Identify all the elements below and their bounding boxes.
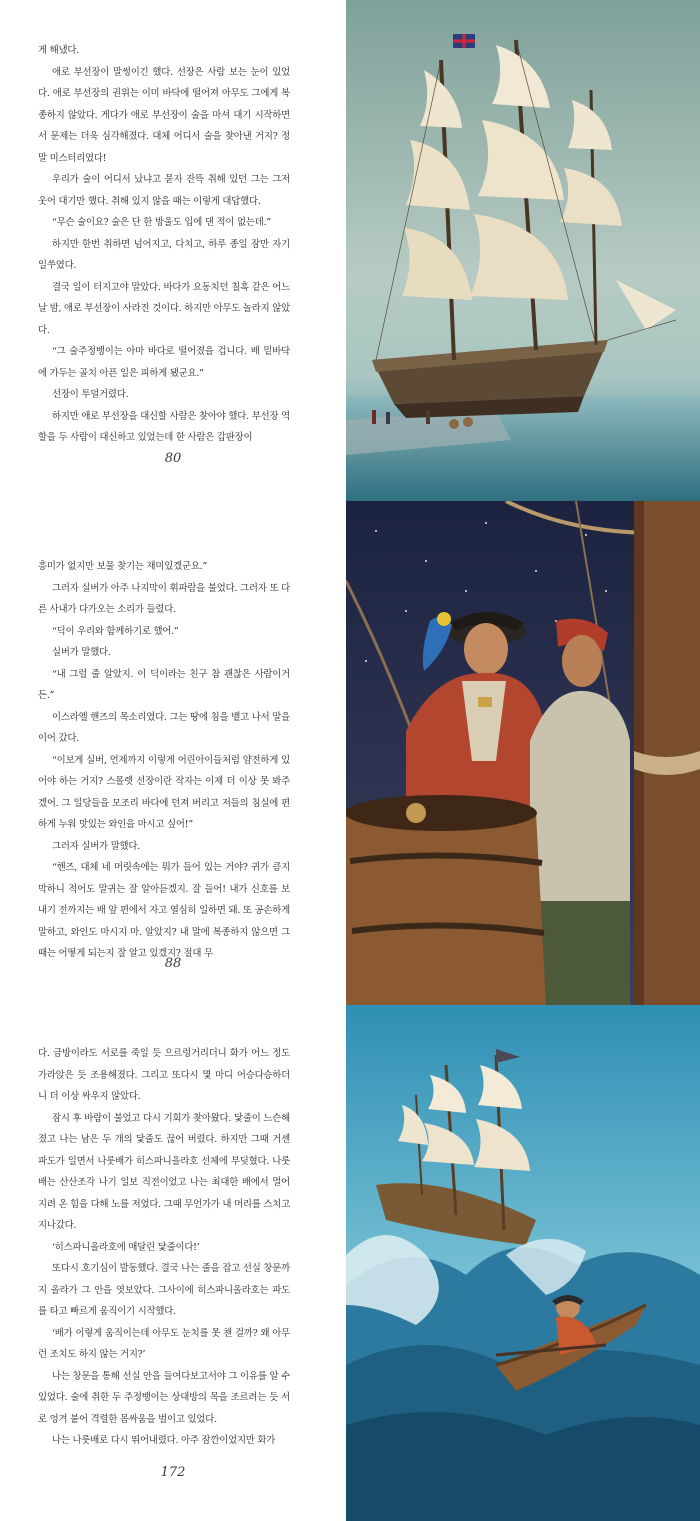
text-page-2 (0, 501, 346, 1005)
page-spread-2 (0, 501, 700, 1005)
paragraph: “그 술주정뱅이는 아마 바다로 떨어졌을 겁니다. 배 밑바닥에 가두는 골치 아픈 일은 피하게 됐군요.” (38, 346, 290, 379)
paragraph: “핸즈, 대체 네 머릿속에는 뭐가 들어 있는 거야? 귀가 큼지막하니 적어도 말귀는 잘 알아듣겠지. 잘 들어! 내가 신호를 보내기 전까지는 배 앞 편에서 자고 열심히 일하면 돼. 또 공손하게 말하고, 와인도 마시지 마. 알았지? 내 말에 복종하지 않으면 그때는 어떻게 되는지 잘 알고 있겠지? 절대 무 (38, 862, 290, 959)
paragraph: 잠시 후 바람이 불었고 다시 기회가 찾아왔다. 닻줄이 느슨해졌고 나는 남은 두 개의 닻줄도 끊어 버렸다. 하지만 그때 거센 파도가 일면서 나룻배가 히스파니올라호 선체에 부딪혔다. 나룻배는 산산조각 나기 일보 직전이었고 나는 최대한 배에서 멀어지려 온 힘을 다해 노를 저었다. 그때 무언가가 내 머리를 스치고 지나갔다. (38, 1112, 290, 1231)
paragraph: 하지만 애로 부선장을 대신할 사람은 찾아야 했다. 부선장 역할을 두 사람이 대신하고 있었는데 한 사람은 갑판장이 (38, 410, 290, 443)
paragraph: 결국 일이 터지고야 말았다. 바다가 요동치던 칠흑 같은 어느 날 밤, 애로 부선장이 사라진 것이다. 하지만 아무도 놀라지 않았다. (38, 281, 290, 336)
paragraph: 흥미가 없지만 보물 찾기는 재미있겠군요.” (38, 561, 208, 572)
paragraph: “내 그럴 줄 알았지. 이 딕이라는 친구 참 괜찮은 사람이거든.” (38, 668, 290, 701)
text-page-3 (0, 1005, 346, 1521)
paragraph: 그러자 실버가 아주 나지막이 휘파람을 불었다. 그러자 또 다른 사내가 다가오는 소리가 들렸다. (38, 582, 290, 615)
paragraph: 하지만 한번 취하면 넘어지고, 다치고, 하루 종일 잠만 자기 일쑤였다. (38, 238, 290, 271)
page-2-body (38, 556, 290, 965)
paragraph: 나는 창문을 통해 선실 안을 들여다보고서야 그 이유를 알 수 있었다. 술에 취한 두 주정뱅이는 상대방의 목을 조르려는 듯 서로 엉겨 붙어 격렬한 몸싸움을 벌이고 있었다. (38, 1370, 290, 1425)
page-1-body (38, 40, 290, 449)
paragraph: 실버가 말했다. (52, 647, 111, 658)
illustration-pirates (346, 501, 700, 1005)
paragraph: ‘배가 이렇게 움직이는데 아무도 눈치를 못 챈 걸까? 왜 아무런 조치도 하지 않는 거지?’ (38, 1327, 290, 1360)
page-number: 88 (164, 956, 182, 971)
paragraph: “딕이 우리와 함께하기로 했어.” (52, 625, 179, 637)
paragraph: “이보게 실버, 언제까지 이렇게 어린아이들처럼 얌전하게 있어야 하는 거지? 스몰렛 선장이란 작자는 이제 더 이상 못 봐주겠어. 그 일당들을 모조리 바다에 던져 버리고 저들의 침실에 편하게 누워 맛있는 와인을 마시고 싶어!” (38, 754, 290, 830)
paragraph: 게 해냈다. (38, 45, 79, 56)
text-page-1 (0, 0, 346, 501)
paragraph: 애로 부선장이 말썽이긴 했다. 선장은 사람 보는 눈이 있었다. 애로 부선장의 권위는 이미 바닥에 떨어져 아무도 그에게 복종하지 않았다. 게다가 애로 부선장이 술을 마셔 대기 시작하면서 문제는 더욱 심각해졌다. 대체 어디서 술을 찾아낸 거지? 정말 미스터리였다! (38, 66, 290, 164)
paragraph: ‘히스파니올라호에 매달린 닻줄이다!’ (52, 1241, 200, 1253)
paragraph: 이스라엘 핸즈의 목소리였다. 그는 땅에 침을 뱉고 나서 말을 이어 갔다. (38, 711, 290, 744)
illustration-galleon (346, 0, 700, 501)
illustration-rowboat (346, 1005, 700, 1521)
paragraph: “무슨 술이요? 술은 단 한 방울도 입에 댄 적이 없는데.” (52, 217, 271, 228)
paragraph: 또다시 호기심이 발동했다. 결국 나는 줄을 잡고 선실 창문까지 올라가 그 안을 엿보았다. 그사이에 히스파니올라호는 파도를 타고 빠르게 움직이기 시작했다. (38, 1263, 290, 1317)
paragraph: 선장이 투덜거렸다. (52, 389, 129, 400)
page-number: 80 (164, 451, 182, 466)
page-spread-1 (0, 0, 700, 501)
page-3-body (38, 1043, 290, 1452)
page-number: 172 (160, 1465, 186, 1480)
paragraph: 그러자 실버가 말했다. (52, 840, 141, 852)
paragraph: 나는 나룻배로 다시 뛰어내렸다. 아주 잠깐이었지만 화가 (52, 1435, 276, 1446)
paragraph: 우리가 술이 어디서 났냐고 묻자 잔뜩 취해 있던 그는 그저 웃어 대기만 했다. 취해 있지 않을 때는 이렇게 대답했다. (38, 174, 290, 207)
paragraph: 다. 금방이라도 서로를 죽일 듯 으르렁거리더니 화가 어느 정도 가라앉은 듯 조용해졌다. 그리고 또다시 몇 마디 어승다승하더니 더 이상 싸우지 않았다. (38, 1048, 290, 1102)
page-spread-3 (0, 1005, 700, 1521)
